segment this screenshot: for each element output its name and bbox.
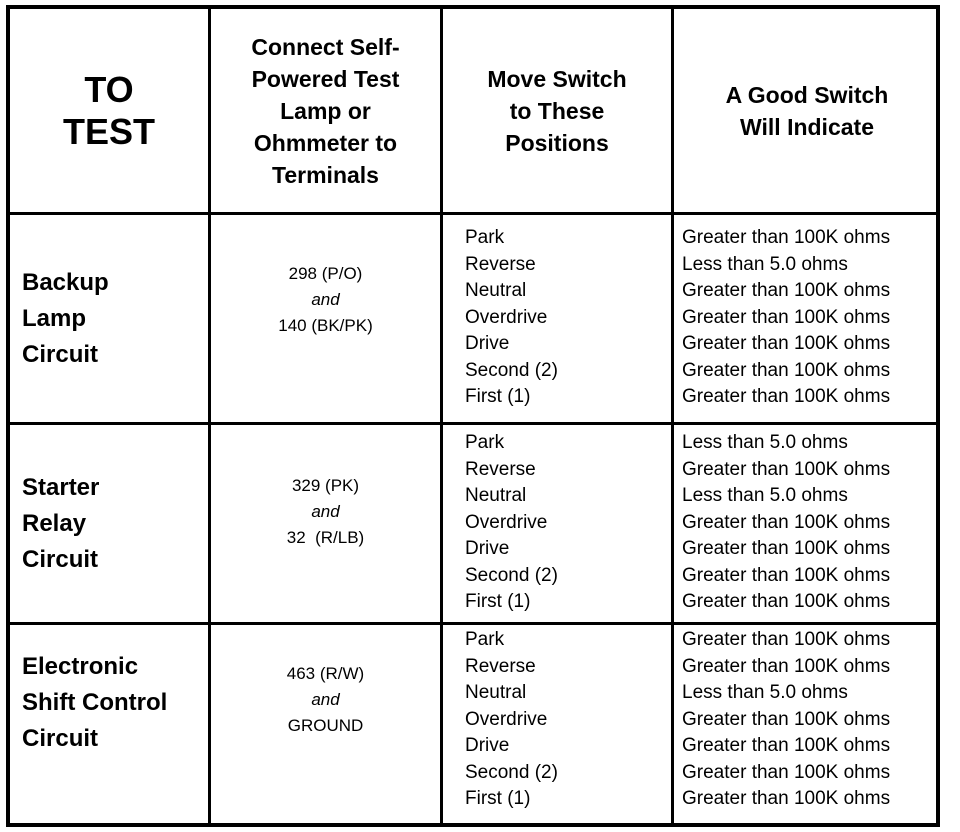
position-item: Drive (465, 735, 510, 756)
and-label: and (311, 502, 340, 521)
terminal-b: 140 (BK/PK) (278, 316, 373, 335)
row-circuit-name (10, 425, 208, 622)
header-line: Powered Test (251, 65, 400, 92)
reading-item: Greater than 100K ohms (682, 591, 891, 612)
reading-item: Greater than 100K ohms (682, 359, 891, 381)
header-line: Terminals (272, 161, 379, 188)
reading-item: Greater than 100K ohms (682, 280, 891, 301)
position-item: Neutral (465, 485, 527, 506)
row-positions (465, 430, 665, 616)
reading-item: Greater than 100K ohms (682, 788, 891, 809)
header-line: A Good Switch (725, 81, 889, 108)
header-to-test (10, 9, 208, 212)
header-line: Will Indicate (740, 113, 874, 140)
reading-item: Greater than 100K ohms (682, 761, 891, 783)
circuit-line: Electronic (22, 653, 139, 680)
terminal-a: 463 (R/W) (286, 664, 365, 683)
header-line: TEST (62, 110, 155, 152)
header-line: to These (509, 97, 605, 124)
position-item: Drive (465, 538, 510, 559)
header-line: Connect Self- (251, 33, 400, 60)
position-item: First (1) (465, 591, 531, 612)
position-item: Neutral (465, 682, 527, 703)
reading-item: Greater than 100K ohms (682, 306, 891, 328)
reading-item: Greater than 100K ohms (682, 227, 891, 248)
switch-test-table (6, 5, 940, 827)
row-positions (465, 627, 665, 813)
reading-item: Less than 5.0 ohms (682, 485, 848, 506)
header-positions (443, 9, 671, 212)
and-label: and (311, 290, 340, 309)
position-item: Neutral (465, 280, 527, 301)
row-terminals (211, 215, 440, 422)
row-terminals (211, 625, 440, 827)
header-line: Move Switch (487, 65, 627, 92)
reading-item: Greater than 100K ohms (682, 708, 891, 730)
position-item: First (1) (465, 788, 531, 809)
position-item: Drive (465, 333, 510, 354)
header-line: TO (84, 68, 134, 110)
position-item: Overdrive (465, 306, 548, 328)
circuit-line: Starter (22, 473, 100, 501)
circuit-line: Lamp (22, 304, 87, 332)
position-item: Reverse (465, 655, 536, 677)
terminal-b: 32 (R/LB) (286, 528, 365, 547)
circuit-line: Backup (22, 268, 109, 296)
reading-item: Greater than 100K ohms (682, 538, 891, 559)
header-indication (674, 9, 940, 212)
reading-item: Greater than 100K ohms (682, 333, 891, 354)
terminal-a: 298 (P/O) (288, 264, 363, 283)
circuit-line: Shift Control (22, 689, 168, 716)
reading-item: Greater than 100K ohms (682, 511, 891, 533)
reading-item: Greater than 100K ohms (682, 386, 891, 407)
position-item: Overdrive (465, 511, 548, 533)
row-readings (682, 430, 940, 616)
reading-item: Greater than 100K ohms (682, 458, 891, 480)
terminal-a: 329 (PK) (291, 476, 360, 495)
position-item: Second (2) (465, 359, 558, 381)
position-item: Park (465, 227, 505, 248)
row-circuit-name (10, 215, 208, 422)
header-line: Ohmmeter to (253, 129, 398, 156)
position-item: Reverse (465, 253, 536, 275)
position-item: Park (465, 629, 505, 650)
position-item: Reverse (465, 458, 536, 480)
reading-item: Less than 5.0 ohms (682, 253, 848, 275)
reading-item: Less than 5.0 ohms (682, 432, 848, 453)
circuit-line: Circuit (22, 545, 99, 573)
row-circuit-name (10, 625, 208, 827)
header-line: Lamp or (280, 97, 371, 124)
position-item: Second (2) (465, 564, 558, 586)
row-readings (682, 225, 940, 411)
circuit-line: Circuit (22, 725, 99, 752)
and-label: and (311, 690, 340, 709)
position-item: Overdrive (465, 708, 548, 730)
reading-item: Greater than 100K ohms (682, 629, 891, 650)
reading-item: Greater than 100K ohms (682, 735, 891, 756)
position-item: Second (2) (465, 761, 558, 783)
reading-item: Greater than 100K ohms (682, 655, 891, 677)
reading-item: Less than 5.0 ohms (682, 682, 848, 703)
circuit-line: Relay (22, 509, 87, 537)
terminal-b: GROUND (287, 716, 364, 735)
header-terminals (211, 9, 440, 212)
row-terminals (211, 425, 440, 622)
position-item: First (1) (465, 386, 531, 407)
circuit-line: Circuit (22, 340, 99, 368)
reading-item: Greater than 100K ohms (682, 564, 891, 586)
row-readings (682, 627, 940, 813)
row-positions (465, 225, 665, 411)
position-item: Park (465, 432, 505, 453)
header-line: Positions (505, 129, 609, 156)
